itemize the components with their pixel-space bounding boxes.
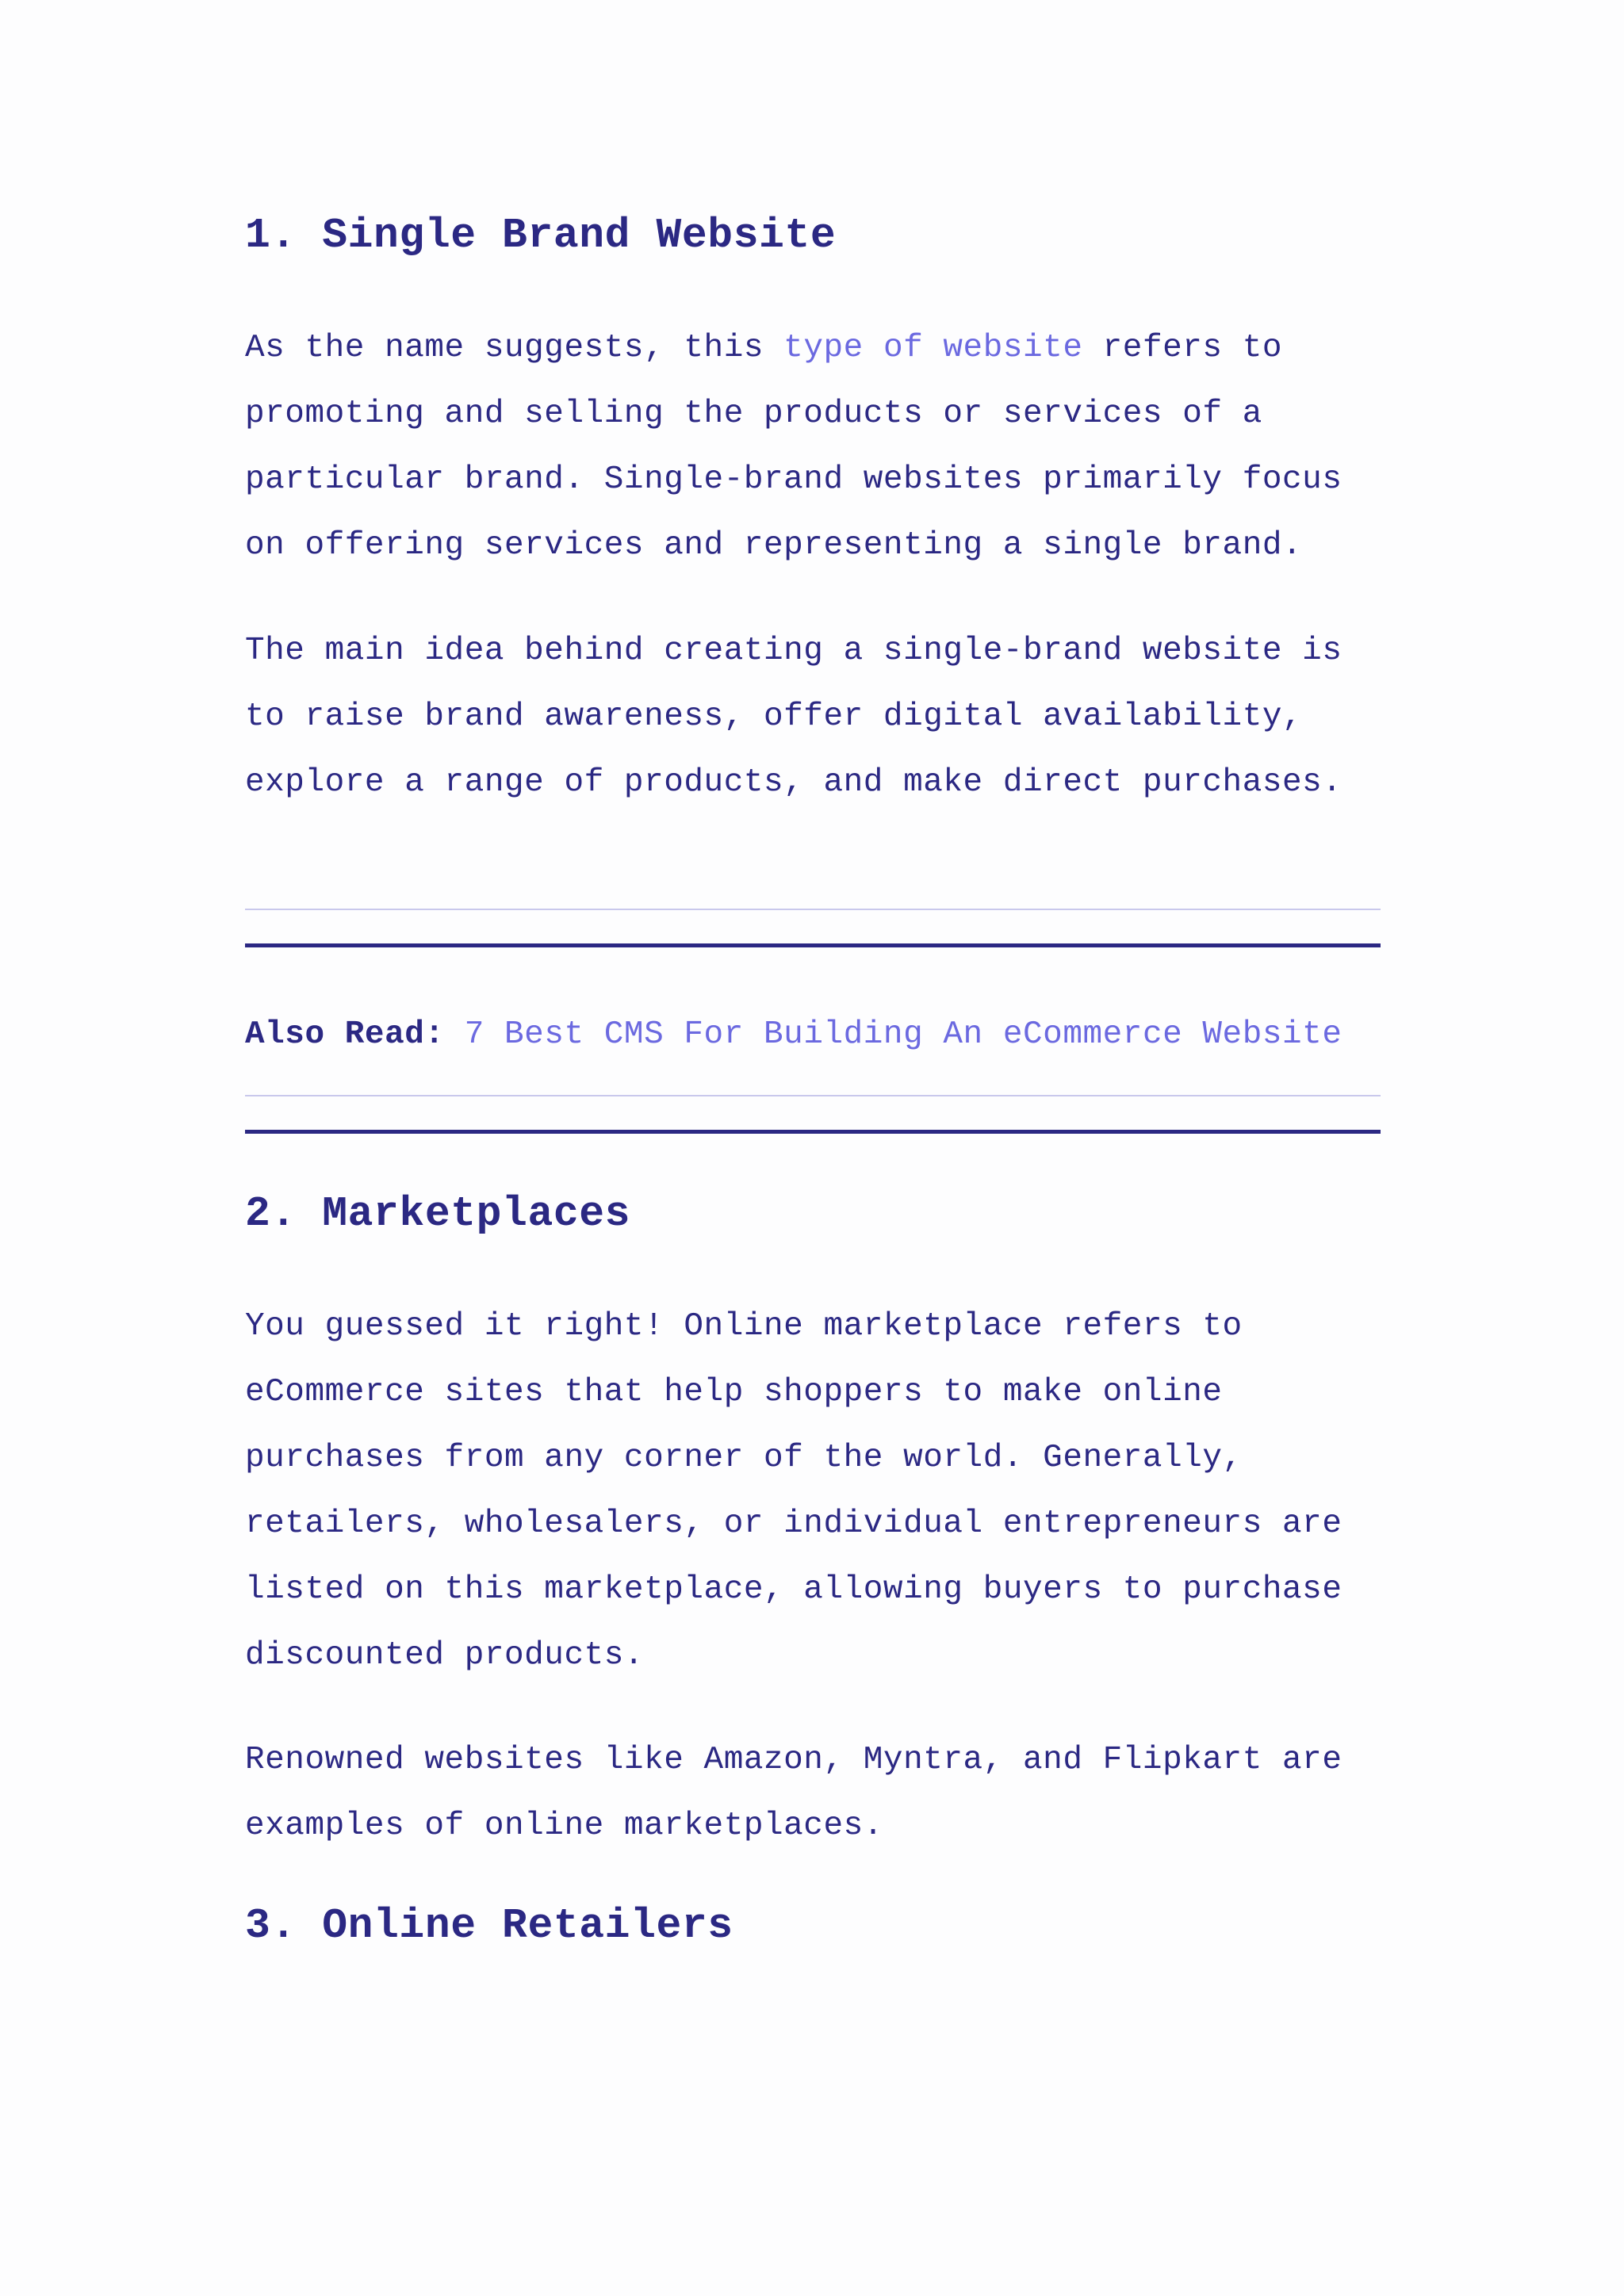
section-heading-marketplaces: 2. Marketplaces <box>245 1190 631 1238</box>
section2-paragraph-2: Renowned websites like Amazon, Myntra, and Flipkart are examples of online marketplaces. <box>245 1742 1342 1844</box>
section1-paragraph-1-text-b: refers to promoting and selling the products or services of a particular brand. Single-brand websites primarily focus on offering services and representing a single brand. <box>245 330 1342 564</box>
divider-thick-top <box>245 943 1381 947</box>
section2-paragraph-1: You guessed it right! Online marketplace refers to eCommerce sites that help shoppers to make online purchases from any corner of the world. Generally, retailers, wholesalers, or individual entrepreneurs are listed on this marketplace, allowing buyers to purchase discounted products. <box>245 1308 1342 1674</box>
also-read-label: Also Read: <box>245 1016 445 1053</box>
divider-thin-top <box>245 909 1381 910</box>
section1-paragraph-2: The main idea behind creating a single-brand website is to raise brand awareness, offer digital availability, explore a range of products, and make direct purchases. <box>245 633 1342 801</box>
section1-paragraph-1-text-a: As the name suggests, this <box>245 330 784 366</box>
also-read-link[interactable]: 7 Best CMS For Building An eCommerce Website <box>464 1016 1342 1053</box>
also-read-callout <box>245 1007 1342 1062</box>
section1-paragraph-1 <box>245 316 1381 579</box>
divider-thin-bottom <box>245 1095 1381 1096</box>
divider-thick-bottom <box>245 1130 1381 1134</box>
type-of-website-link[interactable]: type of website <box>783 330 1083 366</box>
section-heading-single-brand: 1. Single Brand Website <box>245 212 837 259</box>
section-heading-online-retailers: 3. Online Retailers <box>245 1902 733 1950</box>
